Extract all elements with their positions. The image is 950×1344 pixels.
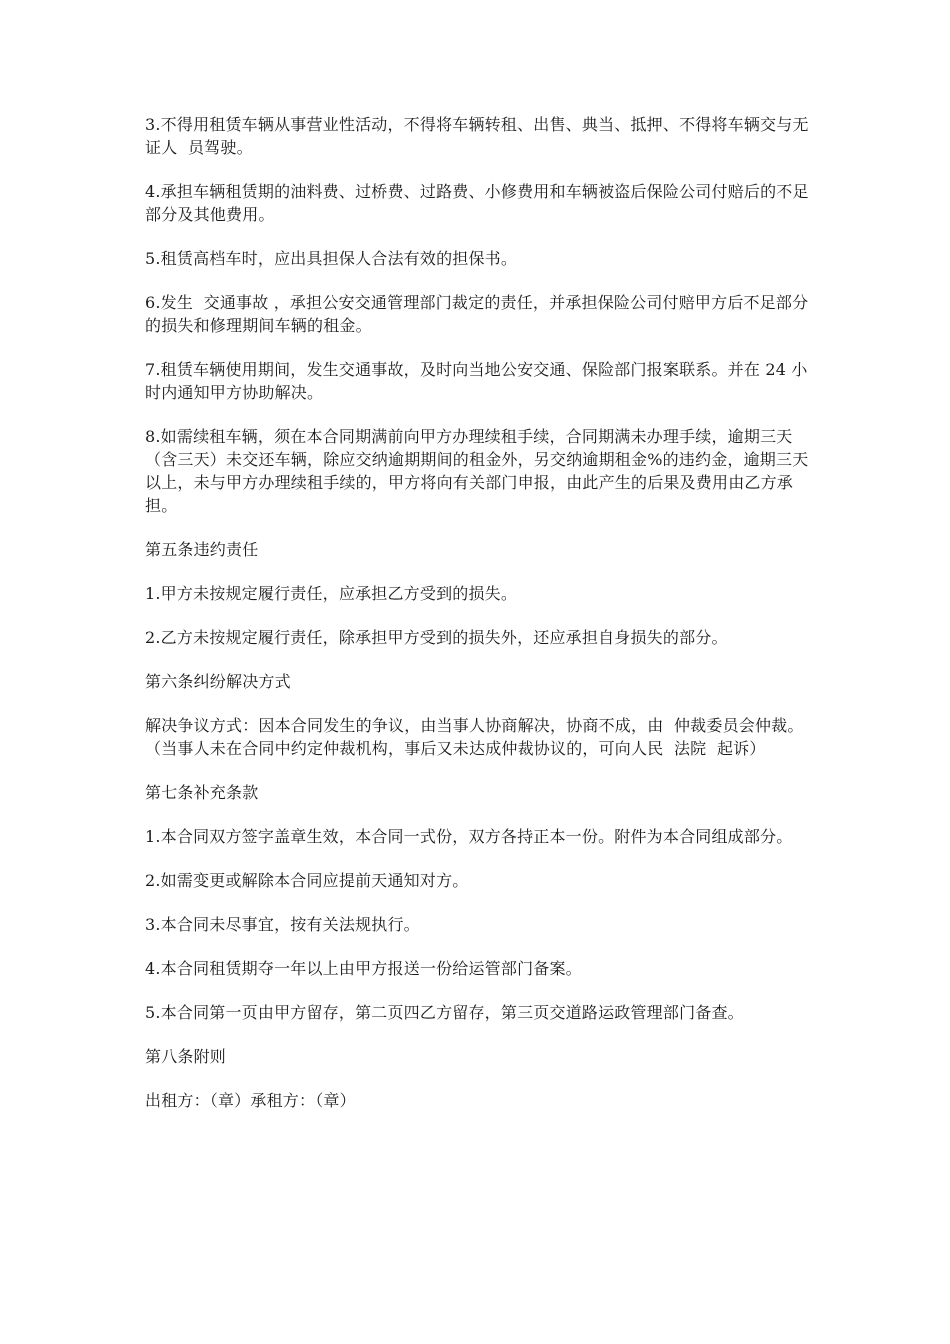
clause-7-accident-report: 7.租赁车辆使用期间，发生交通事故，及时向当地公安交通、保险部门报案联系。并在 24 小时内通知甲方协助解决。 xyxy=(145,360,808,402)
article-5-item-1: 1.甲方未按规定履行责任，应承担乙方受到的损失。 xyxy=(145,584,518,603)
signature-line: 出租方：（章）承租方：（章） xyxy=(145,1091,356,1110)
contract-page xyxy=(145,113,820,1133)
article-6-dispute-resolution: 解决争议方式：因本合同发生的争议，由当事人协商解决，协商不成，由 仲裁委员会仲裁。（当事人未在合同中约定仲裁机构，事后又未达成仲裁协议的，可向人民 法院 起诉） xyxy=(145,716,804,758)
clause-5-guarantee: 5.租赁高档车时，应出具担保人合法有效的担保书。 xyxy=(145,249,518,268)
article-7-item-5: 5.本合同第一页由甲方留存，第二页四乙方留存，第三页交道路运政管理部门备查。 xyxy=(145,1003,744,1022)
article-6-heading: 第六条纠纷解决方式 xyxy=(145,672,291,691)
clause-8-renewal: 8.如需续租车辆，须在本合同期满前向甲方办理续租手续，合同期满未办理手续，逾期三天（含三天）未交还车辆，除应交纳逾期期间的租金外，另交纳逾期租金%的违约金，逾期三天以上，未与甲方办理续租手续的，甲方将向有关部门申报，由此产生的后果及费用由乙方承担。 xyxy=(145,427,809,515)
article-7-heading: 第七条补充条款 xyxy=(145,783,259,802)
clause-6-accident-liability: 6.发生 交通事故 ，承担公安交通管理部门裁定的责任，并承担保险公司付赔甲方后不足部分的损失和修理期间车辆的租金。 xyxy=(145,293,809,335)
article-7-item-3: 3.本合同未尽事宜，按有关法规执行。 xyxy=(145,915,420,934)
clause-3-no-commercial-use: 3.不得用租赁车辆从事营业性活动，不得将车辆转租、出售、典当、抵押、不得将车辆交与无 证人 员驾驶。 xyxy=(145,115,820,157)
article-8-heading: 第八条附则 xyxy=(145,1047,227,1066)
article-5-heading: 第五条违约责任 xyxy=(145,540,259,559)
clause-4-fees: 4.承担车辆租赁期的油料费、过桥费、过路费、小修费用和车辆被盗后保险公司付赔后的不足部分及其他费用。 xyxy=(145,182,809,224)
article-5-item-2: 2.乙方未按规定履行责任，除承担甲方受到的损失外，还应承担自身损失的部分。 xyxy=(145,628,728,647)
article-7-item-1: 1.本合同双方签字盖章生效，本合同一式份，双方各持正本一份。附件为本合同组成部分。 xyxy=(145,827,793,846)
article-7-item-2: 2.如需变更或解除本合同应提前天通知对方。 xyxy=(145,871,469,890)
article-7-item-4: 4.本合同租赁期夺一年以上由甲方报送一份给运管部门备案。 xyxy=(145,959,582,978)
